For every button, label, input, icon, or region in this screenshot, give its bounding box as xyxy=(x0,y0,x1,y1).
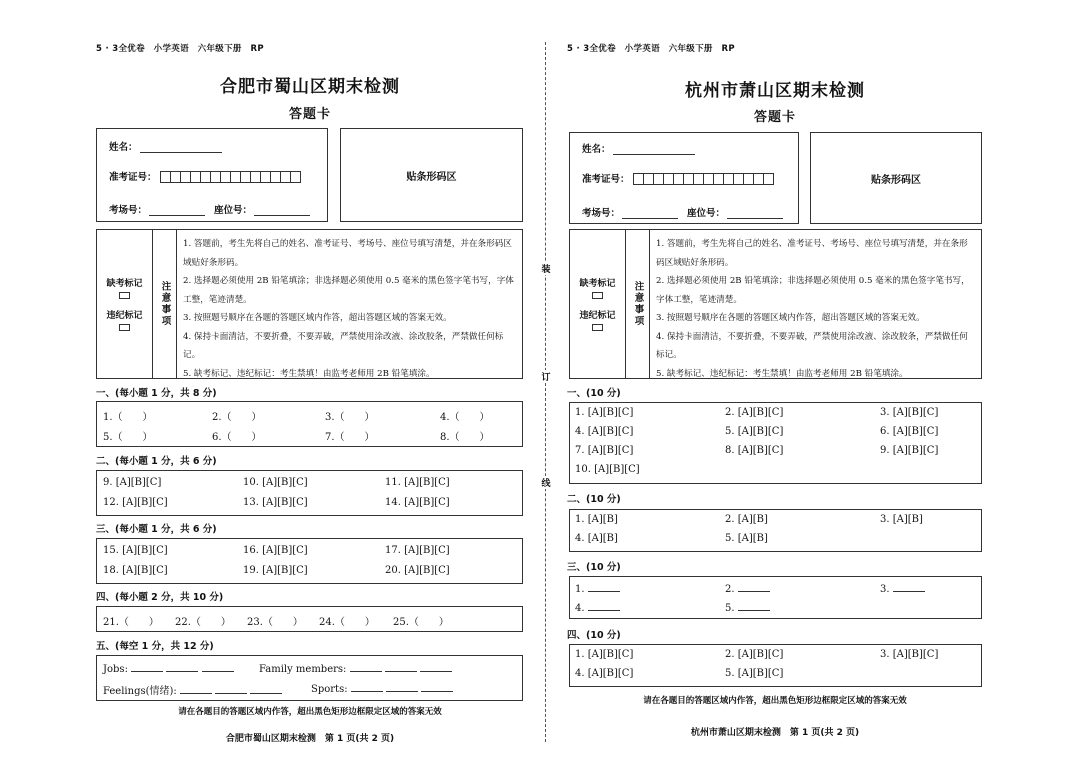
answer-box-section-1 xyxy=(96,401,523,447)
answer-box-section-3 xyxy=(569,576,982,619)
absent-mark-label: 缺考标记 xyxy=(106,279,143,289)
fill-in-label: Sports: xyxy=(311,684,348,695)
answer-item[interactable]: 5.（ ） xyxy=(103,432,153,443)
page-header: 5 · 3全优卷 小学英语 六年级下册 RP xyxy=(567,44,735,54)
footnote: 请在各题目的答题区域内作答，超出黑色矩形边框限定区域的答案无效 xyxy=(178,707,442,717)
answer-item[interactable]: 1. [A][B] xyxy=(575,514,618,525)
answer-item[interactable]: 7. [A][B][C] xyxy=(575,445,634,456)
exam-number-field[interactable] xyxy=(109,169,300,183)
answer-item[interactable]: 2. [A][B][C] xyxy=(725,407,784,418)
answer-item[interactable]: 7.（ ） xyxy=(325,432,375,443)
cut-label: 线 xyxy=(539,476,553,489)
answer-item-number: 4. xyxy=(575,603,585,614)
footnote: 请在各题目的答题区域内作答，超出黑色矩形边框限定区域的答案无效 xyxy=(643,696,907,706)
answer-item[interactable]: 11. [A][B][C] xyxy=(385,477,450,488)
answer-item[interactable]: 6.（ ） xyxy=(212,432,262,443)
answer-item[interactable]: 12. [A][B][C] xyxy=(103,497,168,508)
answer-item[interactable]: 10. [A][B][C] xyxy=(243,477,308,488)
page-title: 杭州市萧山区期末检测 xyxy=(685,81,865,101)
answer-item[interactable]: 13. [A][B][C] xyxy=(243,497,308,508)
answer-box-section-5 xyxy=(96,655,523,701)
barcode-label: 贴条形码区 xyxy=(871,174,921,186)
seat-number-field[interactable] xyxy=(687,205,783,219)
answer-item[interactable]: 5. [A][B][C] xyxy=(725,426,784,437)
answer-item[interactable]: 2. [A][B] xyxy=(725,514,768,525)
answer-item[interactable] xyxy=(725,601,770,614)
absent-mark-checkbox xyxy=(119,292,130,299)
violation-mark-label: 违纪标记 xyxy=(106,311,143,321)
cut-line xyxy=(545,42,546,742)
answer-box-section-2 xyxy=(569,509,982,552)
answer-item[interactable]: 1. [A][B][C] xyxy=(575,649,634,660)
fill-in-item[interactable] xyxy=(311,682,453,695)
answer-item[interactable]: 25.（ ） xyxy=(393,617,449,628)
notice-box xyxy=(96,229,523,379)
notice-item: 2. 选择题必须使用 2B 铅笔填涂；非选择题必须使用 0.5 毫米的黑色签字笔书写，字体工整，笔迹清楚。 xyxy=(183,276,514,305)
answer-item[interactable]: 5. [A][B] xyxy=(725,533,768,544)
answer-item[interactable]: 9. [A][B][C] xyxy=(880,445,939,456)
student-info-box xyxy=(569,132,799,224)
answer-item[interactable] xyxy=(725,582,770,595)
notice-box xyxy=(569,229,982,379)
page-footer: 合肥市蜀山区期末检测 第 1 页(共 2 页) xyxy=(225,734,395,744)
answer-item[interactable]: 1.（ ） xyxy=(103,412,153,423)
section-title: 三、(每小题 1 分，共 6 分) xyxy=(96,524,217,535)
answer-box-section-3 xyxy=(96,538,523,584)
violation-mark-checkbox xyxy=(119,324,130,331)
fill-in-item[interactable] xyxy=(103,682,282,697)
barcode-area xyxy=(340,128,523,222)
answer-item[interactable]: 2. [A][B][C] xyxy=(725,649,784,660)
answer-item[interactable]: 24.（ ） xyxy=(319,617,375,628)
answer-item[interactable] xyxy=(880,582,925,595)
exam-number-label: 准考证号： xyxy=(582,174,630,185)
student-info-box xyxy=(96,128,328,222)
seat-number-field[interactable] xyxy=(214,202,310,216)
section-title: 一、(每小题 1 分，共 8 分) xyxy=(96,388,217,399)
notice-item: 4. 保持卡面清洁，不要折叠，不要弄破，严禁使用涂改液、涂改胶条，严禁做任何标记。 xyxy=(656,331,968,360)
answer-item[interactable]: 4. [A][B] xyxy=(575,533,618,544)
fill-in-item[interactable] xyxy=(259,662,452,675)
answer-item[interactable] xyxy=(575,601,620,614)
fill-in-label: Family members: xyxy=(259,664,347,675)
page-header: 5 · 3全优卷 小学英语 六年级下册 RP xyxy=(96,44,264,54)
barcode-area xyxy=(810,132,982,224)
exam-number-field[interactable] xyxy=(582,171,773,185)
answer-item-number: 3. xyxy=(880,584,890,595)
barcode-label: 贴条形码区 xyxy=(406,171,457,183)
seat-number-label: 座位号： xyxy=(214,205,253,216)
fill-in-item[interactable] xyxy=(103,662,234,675)
name-field[interactable] xyxy=(109,139,222,153)
notice-label: 注意事项 xyxy=(153,230,177,378)
answer-item[interactable]: 2.（ ） xyxy=(212,412,262,423)
answer-item[interactable]: 4. [A][B][C] xyxy=(575,668,634,679)
notice-item: 1. 答题前，考生先将自己的姓名、准考证号、考场号、座位号填写清楚，并在条形码区域贴好条形码。 xyxy=(183,239,512,268)
page-title: 合肥市蜀山区期末检测 xyxy=(220,77,400,97)
notice-item: 4. 保持卡面清洁，不要折叠，不要弄破，严禁使用涂改液、涂改胶条，严禁做任何标记。 xyxy=(183,331,504,360)
answer-item[interactable]: 3. [A][B][C] xyxy=(880,407,939,418)
name-field[interactable] xyxy=(582,141,695,155)
answer-item[interactable]: 23.（ ） xyxy=(247,617,303,628)
answer-item[interactable]: 18. [A][B][C] xyxy=(103,565,168,576)
answer-item[interactable] xyxy=(575,582,620,595)
answer-box-section-2 xyxy=(96,470,523,516)
room-number-field[interactable] xyxy=(582,205,678,219)
cut-label: 装 xyxy=(539,262,553,275)
answer-item[interactable]: 19. [A][B][C] xyxy=(243,565,308,576)
answer-item-number: 2. xyxy=(725,584,735,595)
fill-in-label: Jobs: xyxy=(103,664,128,675)
notice-item: 3. 按照题号顺序在各题的答题区域内作答，超出答题区域的答案无效。 xyxy=(656,313,925,323)
room-number-field[interactable] xyxy=(109,202,205,216)
page-footer: 杭州市萧山区期末检测 第 1 页(共 2 页) xyxy=(690,728,860,738)
answer-item[interactable]: 16. [A][B][C] xyxy=(243,545,308,556)
answer-item[interactable]: 21.（ ） xyxy=(103,617,159,628)
page-subtitle: 答题卡 xyxy=(288,107,331,122)
section-title: 二、(每小题 1 分，共 6 分) xyxy=(96,456,217,467)
notice-item: 5. 缺考标记、违纪标记：考生禁填！由监考老师用 2B 铅笔填涂。 xyxy=(183,368,435,379)
notice-label: 注意事项 xyxy=(626,230,650,378)
room-number-label: 考场号： xyxy=(109,205,148,216)
answer-item[interactable]: 5. [A][B][C] xyxy=(725,668,784,679)
answer-item[interactable]: 10. [A][B][C] xyxy=(575,464,640,475)
exam-number-label: 准考证号： xyxy=(109,172,157,183)
section-title: 一、(10 分) xyxy=(567,388,621,399)
answer-item[interactable]: 9. [A][B][C] xyxy=(103,477,162,488)
answer-item[interactable]: 3. [A][B][C] xyxy=(880,649,939,660)
section-title: 四、(每小题 2 分，共 10 分) xyxy=(96,592,224,603)
section-title: 三、(10 分) xyxy=(567,562,621,573)
answer-item[interactable]: 4. [A][B][C] xyxy=(575,426,634,437)
notice-item: 1. 答题前，考生先将自己的姓名、准考证号、考场号、座位号填写清楚，并在条形码区域贴好条形码。 xyxy=(656,239,968,268)
exam-number-grid[interactable] xyxy=(633,173,773,185)
absent-mark-label: 缺考标记 xyxy=(579,279,616,289)
answer-item[interactable]: 4.（ ） xyxy=(440,412,490,423)
answer-item[interactable]: 3. [A][B] xyxy=(880,514,923,525)
exam-number-grid[interactable] xyxy=(160,171,300,183)
answer-item[interactable]: 20. [A][B][C] xyxy=(385,565,450,576)
answer-item[interactable]: 15. [A][B][C] xyxy=(103,545,168,556)
seat-number-label: 座位号： xyxy=(687,208,726,219)
answer-item[interactable]: 22.（ ） xyxy=(175,617,231,628)
violation-mark-label: 违纪标记 xyxy=(579,311,616,321)
room-number-label: 考场号： xyxy=(582,208,621,219)
cut-label: 订 xyxy=(539,370,553,383)
absent-mark-checkbox xyxy=(592,292,603,299)
section-title: 五、(每空 1 分，共 12 分) xyxy=(96,641,214,652)
name-label: 姓名： xyxy=(582,144,611,155)
section-title: 四、(10 分) xyxy=(567,630,621,641)
answer-item[interactable]: 3.（ ） xyxy=(325,412,375,423)
answer-item[interactable]: 6. [A][B][C] xyxy=(880,426,939,437)
answer-box-section-4 xyxy=(569,644,982,687)
notice-item: 5. 缺考标记、违纪标记：考生禁填！由监考老师用 2B 铅笔填涂。 xyxy=(656,368,908,379)
answer-item[interactable]: 8.（ ） xyxy=(440,432,490,443)
notice-item: 3. 按照题号顺序在各题的答题区域内作答，超出答题区域的答案无效。 xyxy=(183,313,452,323)
answer-box-section-1 xyxy=(569,402,982,484)
notice-item: 2. 选择题必须使用 2B 铅笔填涂；非选择题必须使用 0.5 毫米的黑色签字笔书写，字体工整，笔迹清楚。 xyxy=(656,276,970,305)
name-label: 姓名： xyxy=(109,142,138,153)
answer-box-section-4 xyxy=(96,606,523,632)
section-title: 二、(10 分) xyxy=(567,494,621,505)
answer-item-number: 5. xyxy=(725,603,735,614)
answer-item[interactable]: 8. [A][B][C] xyxy=(725,445,784,456)
fill-in-label: Feelings(情绪): xyxy=(103,686,177,697)
answer-item-number: 1. xyxy=(575,584,585,595)
answer-item[interactable]: 14. [A][B][C] xyxy=(385,497,450,508)
answer-item[interactable]: 17. [A][B][C] xyxy=(385,545,450,556)
answer-item[interactable]: 1. [A][B][C] xyxy=(575,407,634,418)
violation-mark-checkbox xyxy=(592,324,603,331)
page-subtitle: 答题卡 xyxy=(753,110,796,125)
